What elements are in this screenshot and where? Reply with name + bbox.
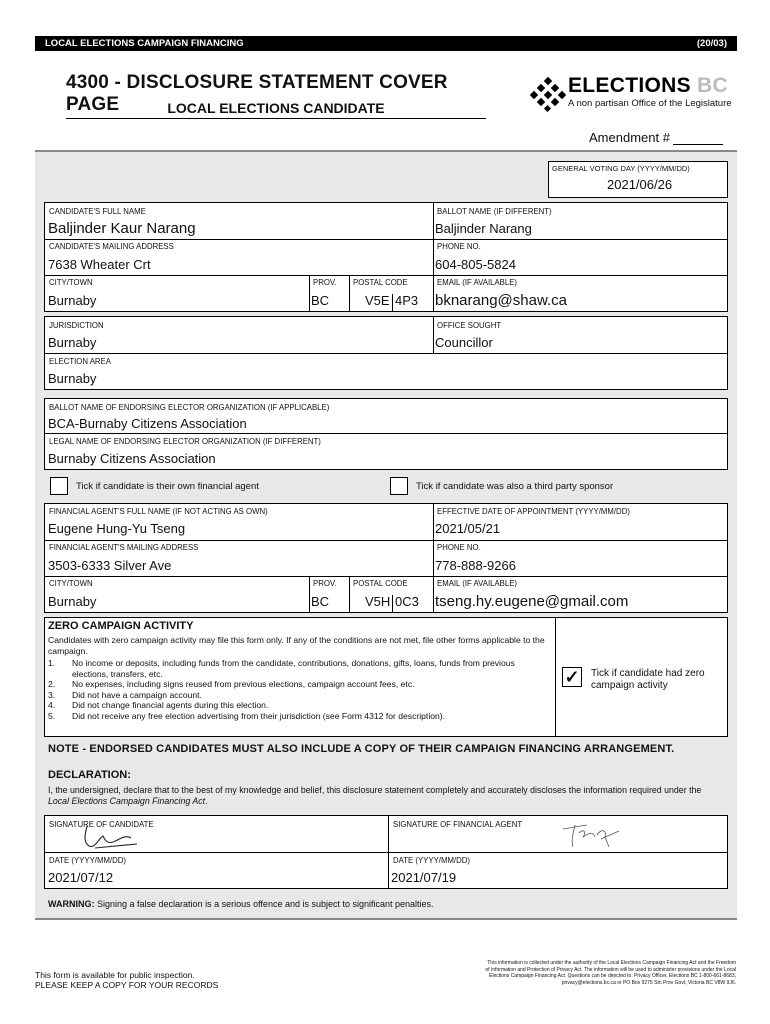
agent-sign-date-label: DATE (YYYY/MM/DD) bbox=[393, 856, 470, 865]
election-area-value[interactable]: Burnaby bbox=[48, 371, 97, 386]
row-divider bbox=[45, 353, 727, 354]
col-divider bbox=[392, 595, 393, 612]
agent-prov-label: PROV. bbox=[313, 579, 337, 588]
zero-activity-item-text: No expenses, including signs reused from previous elections, campaign account fees, etc. bbox=[72, 679, 415, 690]
amendment-field bbox=[589, 130, 723, 145]
col-divider bbox=[388, 816, 389, 888]
warning-body: Signing a false declaration is a serious offence and is subject to significant penalties. bbox=[94, 899, 434, 909]
row-divider bbox=[45, 433, 727, 434]
declaration-text-b: . bbox=[205, 796, 208, 806]
warning-text bbox=[48, 899, 434, 909]
candidate-name[interactable]: Baljinder Kaur Narang bbox=[48, 220, 196, 237]
declaration-text bbox=[48, 785, 724, 807]
candidate-address-label: CANDIDATE'S MAILING ADDRESS bbox=[49, 242, 174, 251]
agent-city[interactable]: Burnaby bbox=[48, 594, 97, 609]
agent-prov[interactable]: BC bbox=[311, 594, 330, 609]
zero-activity-title: ZERO CAMPAIGN ACTIVITY bbox=[48, 620, 194, 632]
col-divider bbox=[392, 294, 393, 311]
zero-activity-item bbox=[48, 711, 553, 722]
voting-day-box bbox=[548, 161, 728, 198]
candidate-box bbox=[44, 202, 728, 312]
zero-activity-list bbox=[48, 658, 553, 722]
zero-activity-checkbox[interactable]: ✓ bbox=[562, 667, 582, 687]
endorsed-note: NOTE - ENDORSED CANDIDATES MUST ALSO INCLUDE A COPY OF THEIR CAMPAIGN FINANCING ARRANGEMENT. bbox=[48, 743, 675, 755]
form-revision: (20/03) bbox=[696, 38, 727, 49]
endorse-ballot-label: BALLOT NAME OF ENDORSING ELECTOR ORGANIZATION (IF APPLICABLE) bbox=[49, 403, 330, 412]
row-divider bbox=[45, 576, 727, 577]
candidate-signature-icon[interactable] bbox=[75, 822, 145, 852]
signature-box bbox=[44, 815, 728, 889]
declaration-title: DECLARATION: bbox=[48, 769, 131, 781]
col-divider bbox=[349, 275, 350, 311]
candidate-phone[interactable]: 604-805-5824 bbox=[435, 257, 516, 272]
form-series-bar bbox=[35, 36, 737, 51]
zero-activity-item-text: Did not change financial agents during this election. bbox=[72, 700, 269, 711]
agent-address[interactable]: 3503-6333 Silver Ave bbox=[48, 558, 172, 573]
agent-name-label: FINANCIAL AGENT'S FULL NAME (IF NOT ACTING AS OWN) bbox=[49, 507, 268, 516]
jurisdiction-label: JURISDICTION bbox=[49, 321, 104, 330]
own-agent-checkbox[interactable] bbox=[50, 477, 68, 495]
declaration-text-a: I, the undersigned, declare that to the best of my knowledge and belief, this disclosure statement completely and accurately discloses the information required under the bbox=[48, 785, 702, 795]
zero-activity-item-text: Did not receive any free election advertising from their jurisdiction (see Form 4312 for description). bbox=[72, 710, 446, 721]
candidate-city[interactable]: Burnaby bbox=[48, 293, 97, 308]
candidate-postal-b[interactable]: 4P3 bbox=[395, 293, 419, 308]
form-subtitle: LOCAL ELECTIONS CANDIDATE bbox=[167, 100, 385, 116]
form-series: LOCAL ELECTIONS CAMPAIGN FINANCING bbox=[45, 38, 244, 49]
candidate-postal-a[interactable]: V5E bbox=[365, 293, 390, 308]
agent-sign-date[interactable]: 2021/07/19 bbox=[391, 870, 457, 885]
footer-fine-2: of Information and Protection of Privacy Act. The information will be used to administer provisions under the Local bbox=[485, 966, 736, 973]
endorse-legal-label: LEGAL NAME OF ENDORSING ELECTOR ORGANIZATION (IF DIFFERENT) bbox=[49, 437, 321, 446]
zero-activity-intro: Candidates with zero campaign activity may file this form only. If any of the conditions are not met, file other forms applicable to the campaign. bbox=[48, 635, 545, 656]
agent-signature-icon[interactable] bbox=[557, 819, 627, 851]
form-title: 4300 - DISCLOSURE STATEMENT COVER PAGE bbox=[66, 72, 486, 119]
zero-activity-item-number: 2. bbox=[48, 679, 56, 690]
voting-day-label: GENERAL VOTING DAY (YYYY/MM/DD) bbox=[552, 164, 690, 173]
office-sought-value[interactable]: Councillor bbox=[435, 335, 493, 350]
agent-city-label: CITY/TOWN bbox=[49, 579, 93, 588]
agent-postal-label: POSTAL CODE bbox=[353, 579, 408, 588]
logo-word-bc: BC bbox=[697, 74, 728, 97]
zero-activity-item bbox=[48, 679, 553, 690]
agent-postal-b[interactable]: 0C3 bbox=[395, 594, 419, 609]
zero-activity-tick-label: Tick if candidate had zero campaign activity bbox=[591, 668, 705, 691]
candidate-date-label: DATE (YYYY/MM/DD) bbox=[49, 856, 126, 865]
row-divider bbox=[45, 275, 727, 276]
footer-privacy bbox=[400, 960, 736, 986]
candidate-email-label: EMAIL (IF AVAILABLE) bbox=[437, 278, 518, 287]
candidate-address[interactable]: 7638 Wheater Crt bbox=[48, 257, 151, 272]
candidate-city-label: CITY/TOWN bbox=[49, 278, 93, 287]
agent-postal-a[interactable]: V5H bbox=[365, 594, 391, 609]
zero-activity-item-number: 1. bbox=[48, 658, 56, 668]
col-divider bbox=[433, 203, 434, 311]
jurisdiction-box bbox=[44, 316, 728, 390]
logo-tagline: A non partisan Office of the Legislature bbox=[568, 98, 732, 109]
footer-line-2: PLEASE KEEP A COPY FOR YOUR RECORDS bbox=[35, 980, 219, 990]
election-area-label: ELECTION AREA bbox=[49, 357, 111, 366]
voting-day-value[interactable]: 2021/06/26 bbox=[607, 177, 673, 192]
zero-activity-item bbox=[48, 700, 553, 711]
zero-activity-item-number: 3. bbox=[48, 689, 56, 700]
candidate-date[interactable]: 2021/07/12 bbox=[48, 870, 114, 885]
endorse-legal-value[interactable]: Burnaby Citizens Association bbox=[48, 451, 216, 466]
agent-phone[interactable]: 778-888-9266 bbox=[435, 558, 516, 573]
zero-activity-item-number: 4. bbox=[48, 700, 56, 711]
footer-fine-1: This information is collected under the authority of the Local Elections Campaign Financing Act and the Freedom bbox=[487, 960, 736, 966]
office-sought-label: OFFICE SOUGHT bbox=[437, 321, 502, 330]
own-agent-label: Tick if candidate is their own financial agent bbox=[76, 481, 259, 492]
footer-fine-3: Elections Campaign Financing Act. Questions can be directed to: Privacy Officer, Elections BC 1-800-661-8683, bbox=[489, 973, 736, 979]
third-party-checkbox[interactable] bbox=[390, 477, 408, 495]
amendment-blank[interactable] bbox=[673, 133, 723, 145]
candidate-postal-label: POSTAL CODE bbox=[353, 278, 408, 287]
zero-activity-item-text: Did not have a campaign account. bbox=[72, 689, 202, 700]
agent-date[interactable]: 2021/05/21 bbox=[435, 521, 501, 536]
col-divider bbox=[309, 275, 310, 311]
amendment-label: Amendment # bbox=[589, 130, 670, 145]
candidate-prov[interactable]: BC bbox=[311, 293, 330, 308]
zero-activity-item bbox=[48, 658, 553, 679]
agent-signature-label: SIGNATURE OF FINANCIAL AGENT bbox=[393, 820, 523, 829]
agent-box bbox=[44, 503, 728, 613]
elections-bc-logo bbox=[530, 74, 740, 114]
zero-activity-box bbox=[44, 617, 728, 737]
endorse-ballot-value[interactable]: BCA-Burnaby Citizens Association bbox=[48, 416, 247, 431]
agent-email-label: EMAIL (IF AVAILABLE) bbox=[437, 579, 518, 588]
elections-bc-emblem-icon bbox=[530, 76, 566, 112]
logo-word-elections: ELECTIONS bbox=[568, 74, 691, 97]
third-party-label: Tick if candidate was also a third party sponsor bbox=[416, 481, 614, 492]
agent-name[interactable]: Eugene Hung-Yu Tseng bbox=[48, 521, 186, 536]
zero-activity-item bbox=[48, 690, 553, 701]
divider bbox=[35, 918, 737, 920]
agent-email[interactable]: tseng.hy.eugene@gmail.com bbox=[435, 593, 629, 610]
candidate-email[interactable]: bknarang@shaw.ca bbox=[435, 292, 567, 309]
candidate-name-label: CANDIDATE'S FULL NAME bbox=[49, 207, 146, 216]
row-divider bbox=[45, 239, 727, 240]
agent-address-label: FINANCIAL AGENT'S MAILING ADDRESS bbox=[49, 543, 199, 552]
jurisdiction-value[interactable]: Burnaby bbox=[48, 335, 97, 350]
zero-activity-item-text: No income or deposits, including funds from the candidate, contributions, donations, gifts, loans, funds from previous elections, transfers, etc. bbox=[72, 658, 515, 679]
candidate-signature-label: SIGNATURE OF CANDIDATE bbox=[49, 820, 154, 829]
col-divider bbox=[555, 618, 556, 736]
agent-phone-label: PHONE NO. bbox=[437, 543, 481, 552]
ballot-name[interactable]: Baljinder Narang bbox=[435, 221, 532, 236]
footer-public bbox=[35, 970, 218, 990]
logo-wordmark bbox=[568, 74, 728, 98]
col-divider bbox=[349, 576, 350, 612]
endorsement-box bbox=[44, 398, 728, 470]
declaration-act: Local Elections Campaign Financing Act bbox=[48, 796, 206, 806]
row-divider bbox=[45, 540, 727, 541]
agent-date-label: EFFECTIVE DATE OF APPOINTMENT (YYYY/MM/DD) bbox=[437, 507, 630, 516]
col-divider bbox=[433, 504, 434, 612]
ballot-name-label: BALLOT NAME (IF DIFFERENT) bbox=[437, 207, 552, 216]
candidate-prov-label: PROV. bbox=[313, 278, 337, 287]
footer-line-1: This form is available for public inspection. bbox=[35, 970, 195, 980]
footer-fine-4: privacy@elections.bc.ca or PO Box 9275 Stn Prov Govt, Victoria BC V8W 9J6. bbox=[561, 979, 736, 986]
candidate-phone-label: PHONE NO. bbox=[437, 242, 481, 251]
col-divider bbox=[433, 317, 434, 353]
row-divider bbox=[45, 852, 727, 853]
zero-activity-item-number: 5. bbox=[48, 710, 56, 721]
warning-label: WARNING: bbox=[48, 899, 95, 909]
col-divider bbox=[309, 576, 310, 612]
